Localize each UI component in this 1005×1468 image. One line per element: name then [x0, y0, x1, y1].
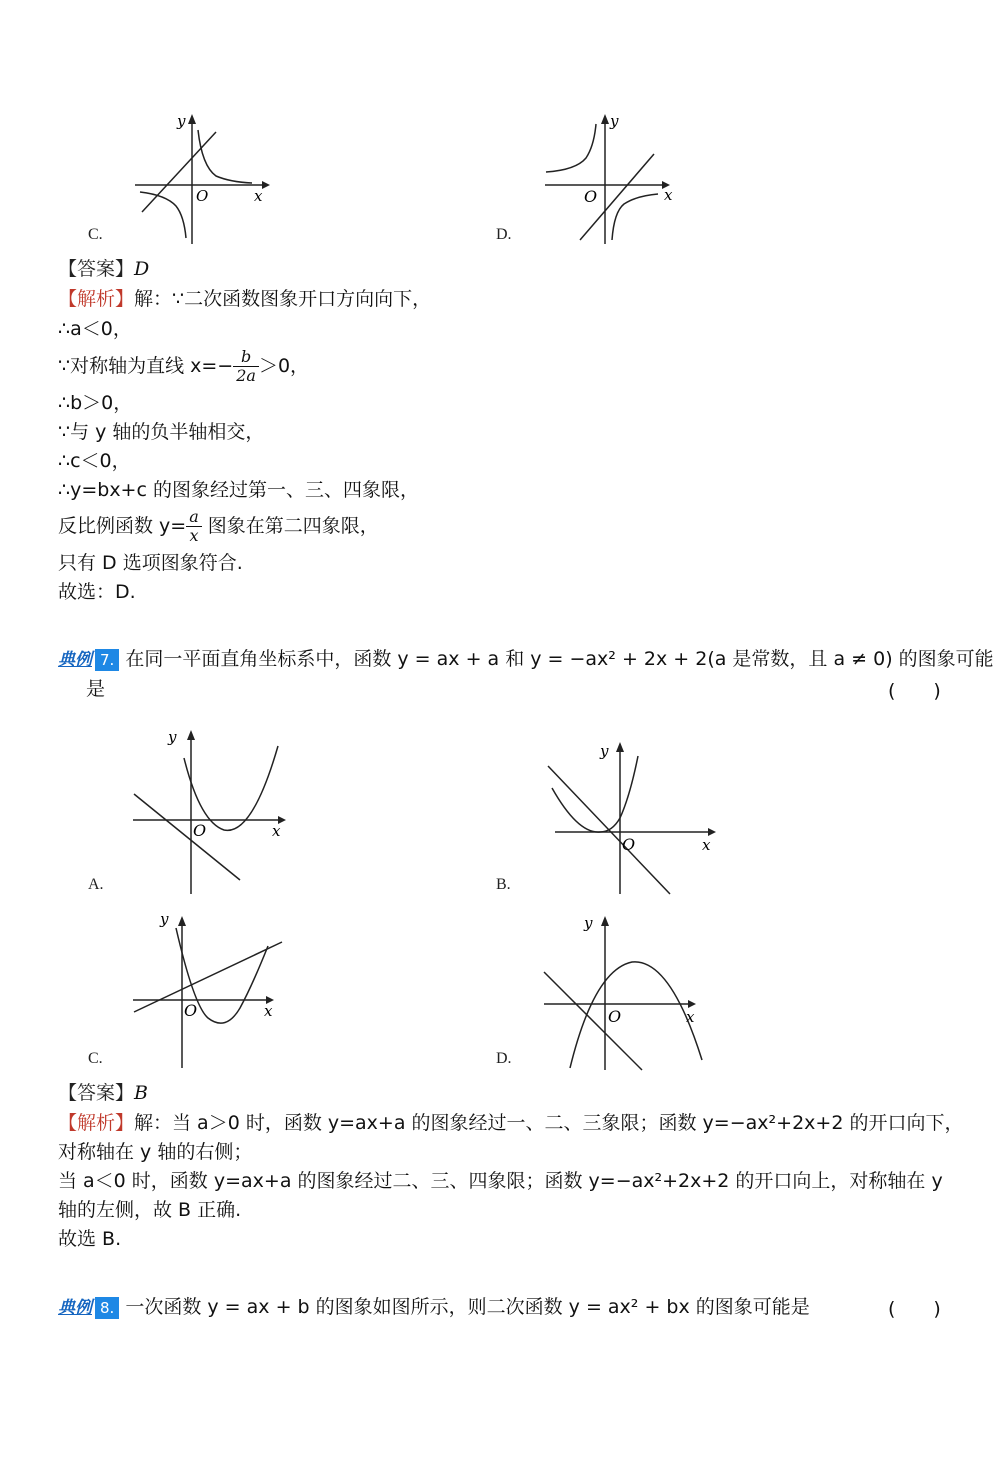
option-d-label: D. [496, 226, 512, 243]
graph-q7-b [540, 736, 720, 896]
q6-analysis-line-4: ∴b＞0， [58, 392, 133, 414]
example-tag: 典例 7. [58, 646, 119, 673]
y-axis-label: y [168, 728, 177, 746]
analysis-tag: 【解析】 [58, 1112, 135, 1134]
q6-analysis-line-9: 只有 D 选项图象符合. [58, 552, 243, 574]
origin-label: O [608, 1007, 622, 1026]
q7-analysis-line-4: 轴的左侧，故 B 正确. [58, 1199, 242, 1221]
q7-analysis-line-5: 故选 B. [58, 1228, 122, 1250]
q7-analysis-line-1: 【解析】解：当 a＞0 时，函数 y=ax+a 的图象经过一、二、三象限；函数 y=−ax²+2x+2 的开口向下， [58, 1112, 964, 1134]
answer-tag: 【答案】 [58, 1082, 135, 1104]
q7-analysis-line-2: 对称轴在 y 轴的右侧； [58, 1141, 253, 1163]
q6-analysis-line-3: ∵对称轴为直线 x=− $\frac{b}{2a}$ ＞0， [58, 347, 310, 385]
origin-label: O [622, 835, 636, 854]
option-a-label: A. [88, 876, 104, 893]
x-axis-label: x [272, 822, 281, 840]
q6-analysis-line-1: 【解析】解：∵二次函数图象开口方向向下， [58, 288, 432, 310]
q6-analysis-line-7: ∴y=bx+c 的图象经过第一、三、四象限， [58, 479, 419, 501]
fraction: $\frac{b}{2a}$ [233, 348, 259, 385]
q6-answer-line [58, 256, 149, 282]
answer-blank: ( ) [888, 680, 941, 702]
graph-top-d [540, 108, 690, 248]
y-axis-label: y [177, 112, 186, 130]
example-tag: 典例 8. [58, 1294, 119, 1321]
q7-analysis-line-3: 当 a＜0 时，函数 y=ax+a 的图象经过二、三、四象限；函数 y=−ax²+2x+2 的开口向上，对称轴在 y [58, 1170, 943, 1192]
x-axis-label: x [254, 187, 263, 205]
origin-label: O [193, 821, 207, 840]
analysis-tag: 【解析】 [58, 288, 135, 310]
option-c-label: C. [88, 226, 103, 243]
option-b-label: B. [496, 876, 511, 893]
option-c-label: C. [88, 1050, 103, 1067]
graph-q7-d [540, 908, 710, 1073]
answer-value: D [134, 258, 150, 280]
x-axis-label: x [686, 1008, 695, 1026]
graph-q7-c [128, 906, 298, 1071]
origin-label: O [184, 1001, 198, 1020]
x-axis-label: x [664, 186, 673, 204]
q7-answer-line [58, 1080, 148, 1106]
q6-analysis-line-2: ∴a＜0， [58, 318, 132, 340]
q7-stem-line-1: 典例 7. 在同一平面直角坐标系中，函数 y = ax + a 和 y = −ax² + 2x + 2(a 是常数，且 a ≠ 0) 的图象可能 [58, 646, 994, 673]
y-axis-label: y [610, 112, 619, 130]
origin-label: O [196, 187, 209, 205]
x-axis-label: x [702, 836, 711, 854]
q7-stem-line-2: 是 [86, 678, 106, 700]
y-axis-label: y [600, 742, 609, 760]
answer-value: B [134, 1082, 148, 1104]
y-axis-label: y [584, 914, 593, 932]
q6-analysis-line-10: 故选：D. [58, 581, 136, 603]
origin-label: O [584, 187, 598, 206]
q6-analysis-line-5: ∵与 y 轴的负半轴相交， [58, 421, 265, 443]
q6-analysis-line-6: ∴c＜0， [58, 450, 131, 472]
answer-blank: ( ) [888, 1298, 941, 1320]
y-axis-label: y [160, 910, 169, 928]
graph-q7-a [128, 722, 298, 897]
x-axis-label: x [264, 1002, 273, 1020]
q6-analysis-line-8: 反比例函数 y= $\frac{a}{x}$ 图象在第二四象限， [58, 507, 379, 545]
fraction: $\frac{a}{x}$ [186, 508, 202, 545]
graph-top-c [130, 108, 280, 248]
q8-stem: 典例 8. 一次函数 y = ax + b 的图象如图所示，则二次函数 y = ax² + bx 的图象可能是 [58, 1294, 810, 1321]
option-d-label: D. [496, 1050, 512, 1067]
answer-tag: 【答案】 [58, 258, 135, 280]
